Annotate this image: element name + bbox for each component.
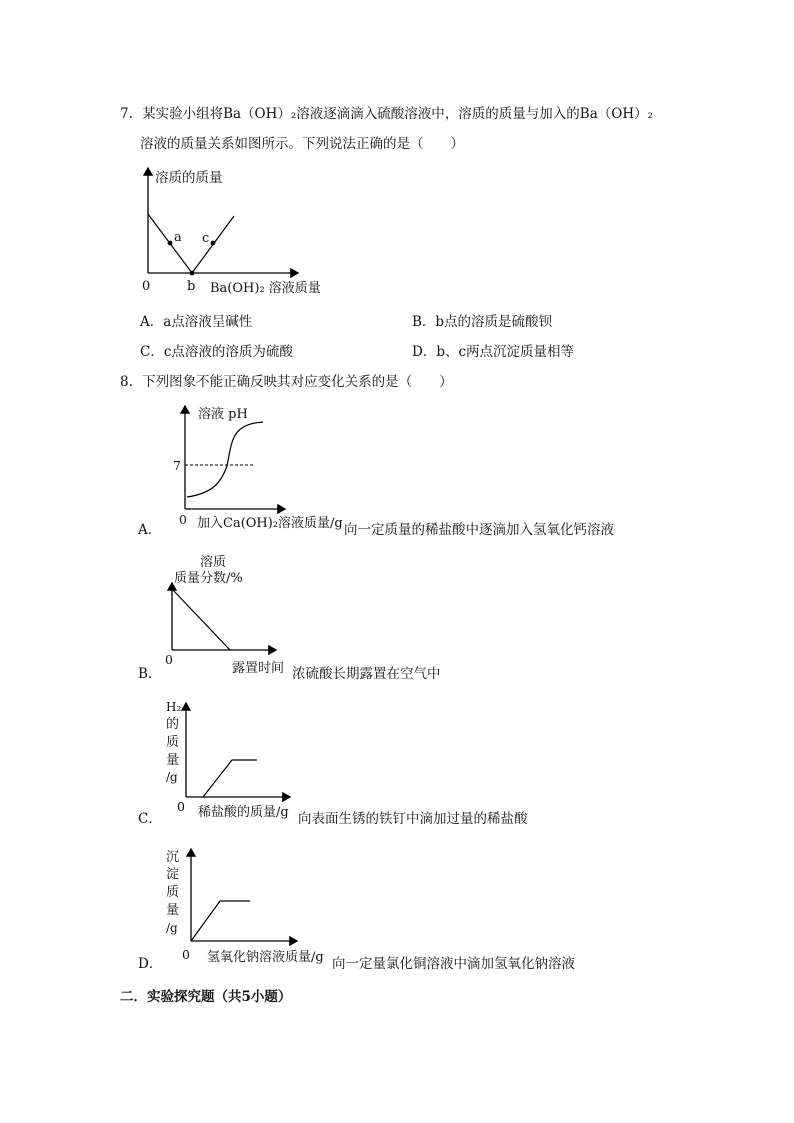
q8b-xlabel: 露置时间 bbox=[232, 661, 285, 676]
q7-ylabel: 溶质的质量 bbox=[155, 170, 223, 186]
q8c-origin: 0 bbox=[177, 799, 185, 814]
q8d-line bbox=[191, 901, 250, 941]
q8a-origin: 0 bbox=[179, 512, 187, 527]
q8a-desc: 向一定质量的稀盐酸中逐滴加入氢氧化钙溶液 bbox=[344, 522, 614, 538]
q8a-tick-7: 7 bbox=[173, 458, 181, 473]
q8c-xlabel: 稀盐酸的质量/g bbox=[198, 805, 289, 820]
q7-stem-line2: 溶液的质量关系如图所示。下列说法正确的是（ ） bbox=[140, 136, 464, 152]
q8c-desc: 向表面生锈的铁钉中滴加过量的稀盐酸 bbox=[298, 811, 528, 827]
q7-option-c: C．c点溶液的溶质为硫酸 bbox=[140, 344, 293, 360]
q8c-ylabel-3: 量 bbox=[166, 753, 180, 768]
q7-origin: 0 bbox=[142, 279, 151, 294]
q8d-ylabel-3: 量 bbox=[166, 903, 180, 918]
q8d-ylabel-4: /g bbox=[166, 921, 178, 935]
q7-xlabel: Ba(OH)₂ 溶液质量 bbox=[210, 281, 321, 296]
q8d-ylabel-2: 质 bbox=[166, 885, 180, 900]
q8b-ylabel-line2: 质量分数/% bbox=[174, 571, 243, 586]
q8b-ylabel-line1: 溶质 bbox=[200, 555, 227, 570]
q8c-ylabel-2: 质 bbox=[166, 735, 180, 750]
section-heading: 二．实验探究题（共5小题） bbox=[120, 989, 292, 1005]
q8d-xlabel: 氢氧化钠溶液质量/g bbox=[207, 950, 324, 965]
q7-option-d: D．b、c两点沉淀质量相等 bbox=[412, 344, 575, 360]
q8b-desc: 浓硫酸长期露置在空气中 bbox=[292, 666, 441, 682]
q8c-letter: C． bbox=[138, 811, 162, 827]
q8-stem: 8．下列图象不能正确反映其对应变化关系的是（ ） bbox=[120, 374, 453, 390]
q8b-letter: B． bbox=[138, 666, 162, 682]
q7-label-a: a bbox=[174, 230, 182, 245]
q8d-letter: D． bbox=[138, 956, 163, 972]
q7-option-a: A．a点溶液呈碱性 bbox=[140, 314, 253, 330]
q8a-ylabel: 溶液 pH bbox=[198, 407, 248, 422]
q8c-ylabel-0: H₂ bbox=[166, 700, 182, 714]
q7-stem-line1: 7．某实验小组将Ba（OH）₂溶液逐滴滴入硫酸溶液中，溶质的质量与加入的Ba（OH）₂ bbox=[120, 106, 654, 122]
q7-option-b: B．b点的溶质是硫酸钡 bbox=[412, 314, 553, 330]
q8d-desc: 向一定量氯化铜溶液中滴加氢氧化钠溶液 bbox=[332, 956, 575, 972]
q8d-origin: 0 bbox=[182, 947, 190, 962]
q7-label-b: b bbox=[187, 279, 196, 294]
q8b-origin: 0 bbox=[165, 652, 173, 667]
q8d-ylabel-0: 沉 bbox=[166, 850, 180, 865]
q8a-letter: A． bbox=[138, 522, 162, 538]
q8c-ylabel-1: 的 bbox=[166, 717, 180, 732]
q8a-xlabel: 加入Ca(OH)₂溶液质量/g bbox=[197, 516, 343, 531]
q8c-ylabel-4: /g bbox=[166, 770, 178, 784]
q7-label-c: c bbox=[202, 231, 210, 246]
q8d-ylabel-1: 淀 bbox=[166, 867, 180, 882]
